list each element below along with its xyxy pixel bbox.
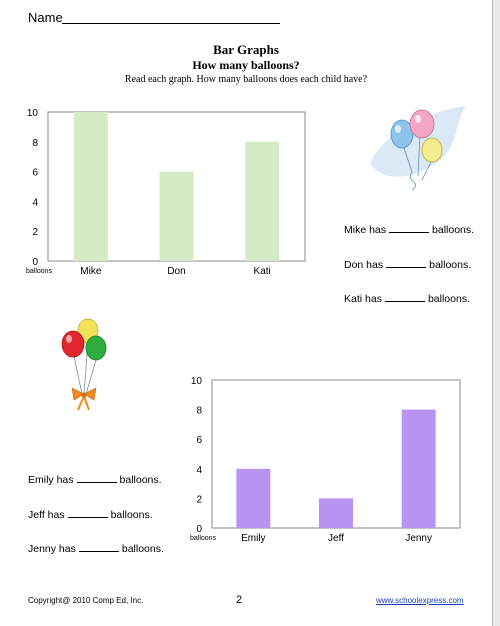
y-tick-label: 2	[196, 494, 202, 506]
answer-blank-kati[interactable]	[385, 293, 425, 302]
bar-emily	[236, 469, 270, 528]
bar-jeff	[319, 498, 353, 528]
y-tick-label: 0	[32, 257, 38, 268]
y-tick-label: 6	[32, 167, 38, 179]
question-mike: Mike has balloons.	[344, 224, 475, 236]
balloons-pastel-icon	[362, 104, 474, 190]
answer-blank-jenny[interactable]	[79, 543, 119, 552]
page-number: 2	[236, 594, 243, 606]
x-tick-label: Kati	[253, 266, 271, 277]
worksheet-instructions: Read each graph. How many balloons does each child have?	[124, 74, 368, 85]
y-tick-label: 8	[196, 405, 202, 417]
y-tick-label: 10	[190, 376, 202, 387]
x-tick-label: Don	[167, 266, 186, 277]
y-tick-label: 6	[196, 435, 202, 447]
answer-blank-don[interactable]	[386, 259, 426, 268]
x-tick-label: Jenny	[405, 533, 433, 544]
worksheet-subtitle: How many balloons?	[192, 58, 300, 72]
balloons-bright-icon	[56, 316, 112, 416]
question-don: Don has balloons.	[344, 259, 472, 271]
copyright-text: Copyright@ 2010 Comp Ed, Inc.	[28, 596, 144, 605]
y-tick-label: 4	[32, 197, 38, 209]
answer-blank-mike[interactable]	[389, 224, 429, 233]
name-line[interactable]	[62, 23, 280, 24]
bar-kati	[245, 142, 279, 261]
website-link[interactable]: www.schoolexpress.com	[376, 596, 464, 605]
question-jenny: Jenny has balloons.	[28, 543, 164, 555]
x-axis-label: balloons	[190, 535, 217, 542]
y-tick-label: 10	[26, 108, 38, 119]
x-tick-label: Emily	[241, 533, 266, 544]
question-kati: Kati has balloons.	[344, 293, 470, 305]
answer-blank-jeff[interactable]	[68, 509, 108, 518]
y-tick-label: 8	[32, 137, 38, 149]
y-tick-label: 4	[196, 464, 202, 476]
answer-blank-emily[interactable]	[77, 474, 117, 483]
question-jeff: Jeff has balloons.	[28, 509, 153, 521]
bar-chart-top	[0, 100, 320, 280]
bar-mike	[74, 112, 108, 261]
y-tick-label: 0	[196, 524, 202, 535]
name-label: Name	[28, 10, 63, 25]
question-emily: Emily has balloons.	[28, 474, 162, 486]
bar-jenny	[402, 410, 436, 528]
bar-chart-bottom	[160, 366, 470, 550]
bar-don	[160, 172, 194, 261]
y-tick-label: 2	[32, 227, 38, 239]
x-tick-label: Jeff	[328, 533, 344, 544]
x-tick-label: Mike	[80, 266, 102, 277]
x-axis-label: balloons	[26, 268, 53, 275]
worksheet-title: Bar Graphs	[213, 42, 279, 57]
